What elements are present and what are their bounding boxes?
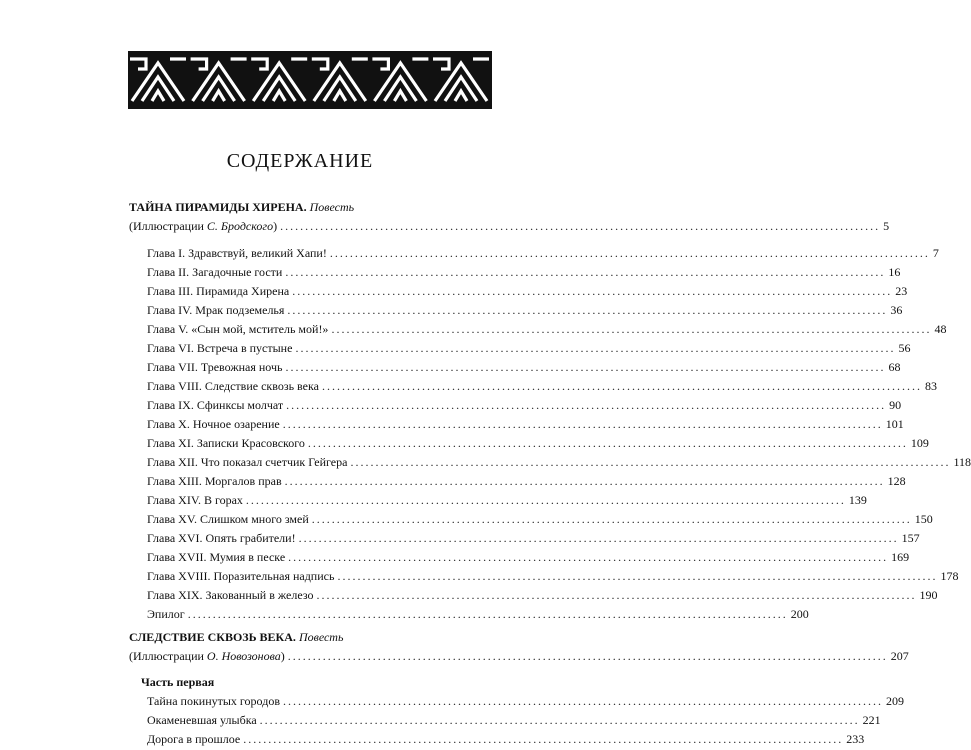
chapter-title: Глава XVI. Опять грабители! (147, 531, 296, 545)
story-genre: Повесть (298, 630, 344, 644)
dot-leader: ........................................................................................................................ (187, 607, 788, 621)
dot-leader: ........................................................................................................................ (331, 322, 932, 336)
page-number: 101 (885, 417, 904, 431)
toc-entry (129, 491, 867, 510)
story-title: СЛЕДСТВИЕ СКВОЗЬ ВЕКА. (129, 630, 296, 644)
chapter-title: Глава III. Пирамида Хирена (147, 284, 290, 298)
page-number: 48 (934, 322, 947, 336)
chapter-title: Глава XVIII. Поразительная надпись (147, 569, 335, 583)
chapter-title: Глава XII. Что показал счетчик Гейгера (147, 455, 348, 469)
chapter-title: Окаменевшая улыбка (147, 713, 257, 727)
toc-entry (129, 320, 947, 339)
dot-leader: ........................................................................................................................ (285, 265, 886, 279)
chapter-title: Глава XIV. В горах (147, 493, 243, 507)
page-number: 36 (890, 303, 903, 317)
illustrations-line (129, 217, 890, 236)
illustrations-prefix: (Иллюстрации (129, 649, 207, 663)
dot-leader: ........................................................................................................................ (295, 341, 896, 355)
toc-entry (129, 567, 959, 586)
meander-ornament-band (128, 51, 492, 109)
page-number: 157 (901, 531, 920, 545)
dot-leader: ........................................................................................................................ (298, 531, 899, 545)
dot-leader: ........................................................................................................................ (288, 550, 889, 564)
chapter-title: Глава XV. Слишком много змей (147, 512, 309, 526)
chapter-title: Глава XIX. Закованный в железо (147, 588, 314, 602)
chapter-title: Глава I. Здравствуй, великий Хапи! (147, 246, 327, 260)
chapter-title: Глава VIII. Следствие сквозь века (147, 379, 319, 393)
chapter-title: Глава IV. Мрак подземелья (147, 303, 285, 317)
page-number: 23 (895, 284, 908, 298)
dot-leader: ........................................................................................................................ (243, 732, 844, 746)
toc-entry (129, 730, 865, 749)
toc-entry (129, 282, 908, 301)
toc-title: СОДЕРЖАНИЕ (226, 150, 374, 172)
page-number: 190 (919, 588, 938, 602)
illustrator-name: О. Новозонова (206, 649, 281, 663)
toc-entry (129, 263, 901, 282)
toc-entry (129, 711, 881, 730)
toc-entry (129, 529, 920, 548)
page-number: 109 (910, 436, 929, 450)
dot-leader: ........................................................................................................................ (284, 474, 885, 488)
chapter-list (129, 692, 904, 749)
toc-entry (129, 434, 929, 453)
toc-entry (129, 358, 901, 377)
page-number: 5 (883, 219, 890, 233)
dot-leader: ........................................................................................................................ (321, 379, 922, 393)
page-number: 83 (924, 379, 937, 393)
story-heading (129, 198, 488, 217)
page-number: 7 (932, 246, 939, 260)
chapter-title: Глава II. Загадочные гости (147, 265, 283, 279)
illustrations-prefix: (Иллюстрации (129, 219, 207, 233)
dot-leader: ........................................................................................................................ (292, 284, 893, 298)
dot-leader: ........................................................................................................................ (282, 694, 883, 708)
toc-entry (129, 692, 904, 711)
dot-leader: ........................................................................................................................ (280, 219, 881, 233)
illustrator-name: С. Бродского (206, 219, 274, 233)
toc-entry (129, 548, 910, 567)
toc-entry (129, 472, 906, 491)
page-number: 209 (885, 694, 904, 708)
toc-entry (129, 301, 903, 320)
dot-leader: ........................................................................................................................ (287, 303, 888, 317)
illustrations-suffix: ) (273, 219, 278, 233)
toc-entry (129, 453, 971, 472)
page-number: 118 (953, 455, 971, 469)
page-number: 128 (887, 474, 906, 488)
story-genre: Повесть (309, 200, 355, 214)
chapter-title: Глава XI. Записки Красовского (147, 436, 305, 450)
chapter-title: Глава VII. Тревожная ночь (147, 360, 283, 374)
chapter-list (129, 244, 971, 624)
page-number: 139 (848, 493, 867, 507)
chapter-title: Эпилог (147, 607, 185, 621)
chapter-title: Глава X. Ночное озарение (147, 417, 280, 431)
page-number: 90 (889, 398, 902, 412)
story-title: ТАЙНА ПИРАМИДЫ ХИРЕНА. (129, 200, 307, 214)
page-number: 233 (846, 732, 865, 746)
page-number: 207 (890, 649, 909, 663)
toc-entry (129, 244, 939, 263)
toc-entry (129, 415, 904, 434)
page-number: 16 (888, 265, 901, 279)
page-number: 169 (891, 550, 910, 564)
dot-leader: ........................................................................................................................ (282, 417, 883, 431)
toc-entry (129, 396, 902, 415)
toc-entry (129, 586, 938, 605)
chapter-title: Глава XIII. Моргалов прав (147, 474, 282, 488)
page-number: 200 (790, 607, 809, 621)
page-number: 178 (940, 569, 959, 583)
chapter-title: Глава IX. Сфинксы молчат (147, 398, 284, 412)
chapter-title: Глава XVII. Мумия в песке (147, 550, 286, 564)
table-of-contents (129, 198, 971, 749)
toc-entry (129, 605, 809, 624)
dot-leader: ........................................................................................................................ (285, 360, 886, 374)
dot-leader: ........................................................................................................................ (329, 246, 930, 260)
dot-leader: ........................................................................................................................ (286, 398, 887, 412)
page-number: 150 (914, 512, 933, 526)
chapter-title: Тайна покинутых городов (147, 694, 280, 708)
dot-leader: ........................................................................................................................ (245, 493, 846, 507)
page-number: 56 (898, 341, 911, 355)
dot-leader: ........................................................................................................................ (337, 569, 938, 583)
page-number: 221 (862, 713, 881, 727)
illustrations-suffix: ) (280, 649, 285, 663)
toc-entry (129, 377, 937, 396)
chapter-title: Глава VI. Встреча в пустыне (147, 341, 293, 355)
story-heading (129, 628, 488, 647)
dot-leader: ........................................................................................................................ (287, 649, 888, 663)
illustrations-line (129, 647, 909, 666)
dot-leader: ........................................................................................................................ (350, 455, 951, 469)
page-number: 68 (888, 360, 901, 374)
toc-entry (129, 339, 911, 358)
toc-entry (129, 510, 933, 529)
chapter-title: Дорога в прошлое (147, 732, 241, 746)
dot-leader: ........................................................................................................................ (311, 512, 912, 526)
dot-leader: ........................................................................................................................ (316, 588, 917, 602)
part-heading: Часть первая (141, 675, 215, 689)
chapter-title: Глава V. «Сын мой, мститель мой!» (147, 322, 329, 336)
dot-leader: ........................................................................................................................ (307, 436, 908, 450)
dot-leader: ........................................................................................................................ (259, 713, 860, 727)
